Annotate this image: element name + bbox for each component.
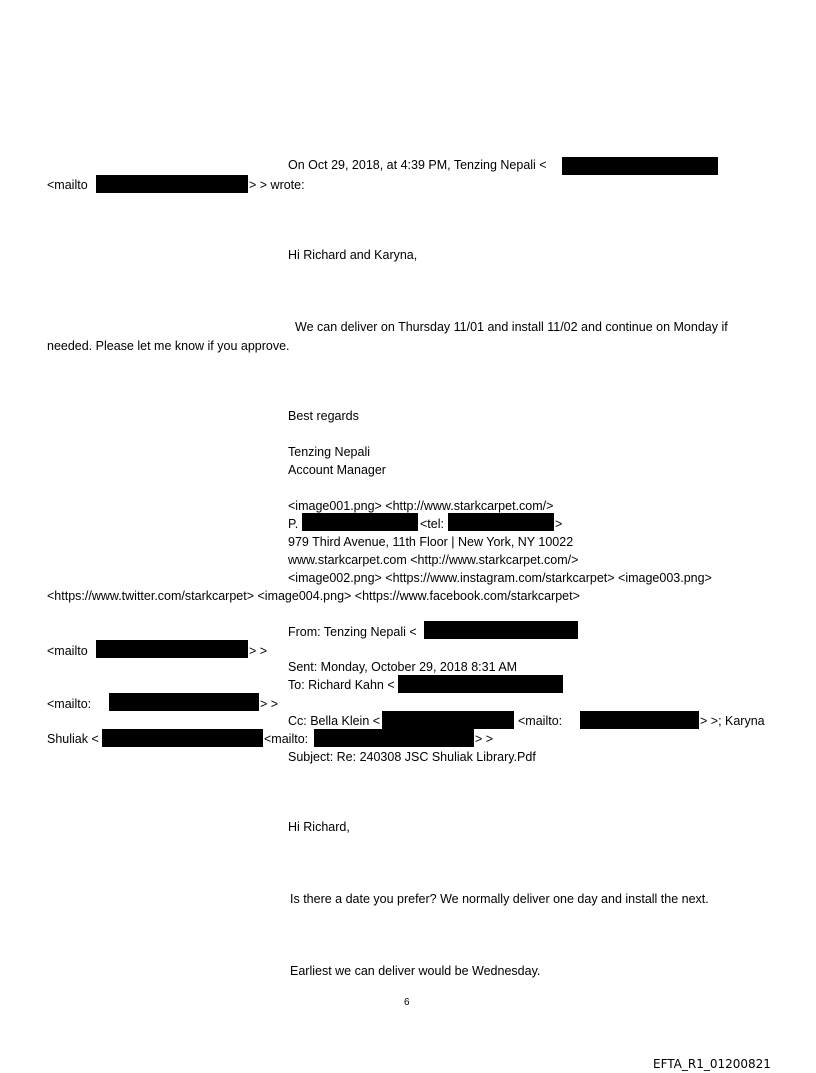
email2-sent: Sent: Monday, October 29, 2018 8:31 AM [288,660,518,674]
email2-greeting: Hi Richard, [288,820,350,834]
email1-greeting: Hi Richard and Karyna, [288,248,418,262]
email2-cc2-end: > > [475,732,494,746]
email2-from-mailto: <mailto [47,644,88,658]
email2-cc2-start: Shuliak < [47,732,99,746]
signature-phone-prefix: P. [288,517,299,531]
redaction-bar [96,175,248,193]
email2-subject: Subject: Re: 240308 JSC Shuliak Library.Pdf [288,750,536,764]
page-number: 6 [404,997,410,1008]
email1-body-line2: needed. Please let me know if you approve. [47,339,290,353]
email2-cc-end: > >; Karyna [700,714,765,728]
email1-header: On Oct 29, 2018, at 4:39 PM, Tenzing Nepali < [288,158,547,172]
footer-document-id: EFTA_R1_01200821 [653,1057,771,1071]
redaction-bar [562,157,718,175]
redaction-bar [382,711,514,729]
signature-address: 979 Third Avenue, 11th Floor | New York, NY 10022 [288,535,574,549]
email1-closing: Best regards [288,409,359,423]
redaction-bar [102,729,263,747]
signature-website: www.starkcarpet.com <http://www.starkcarpet.com/> [288,553,579,567]
redaction-bar [96,640,248,658]
redaction-bar [580,711,699,729]
signature-logo-line: <image001.png> <http://www.starkcarpet.com/> [288,499,554,513]
redaction-bar [398,675,563,693]
email2-cc-mailto: <mailto: [518,714,563,728]
email2-cc2-mailto: <mailto: [264,732,309,746]
email1-header-mailto: <mailto [47,178,88,192]
email2-body2: Earliest we can deliver would be Wednesday. [290,964,541,978]
signature-tel-end: > [555,517,563,531]
signature-social-line2: <https://www.twitter.com/starkcarpet> <image004.png> <https://www.facebook.com/starkcarpet> [47,589,580,603]
redaction-bar [448,513,554,531]
email2-body1: Is there a date you prefer? We normally deliver one day and install the next. [290,892,709,906]
email2-to-end: > > [260,697,279,711]
signature-title: Account Manager [288,463,386,477]
redaction-bar [424,621,578,639]
signature-name: Tenzing Nepali [288,445,370,459]
redaction-bar [109,693,259,711]
email2-to: To: Richard Kahn < [288,678,395,692]
signature-tel-label: <tel: [420,517,444,531]
email2-to-mailto: <mailto: [47,697,92,711]
email2-from: From: Tenzing Nepali < [288,625,417,639]
redaction-bar [314,729,474,747]
signature-social-line1: <image002.png> <https://www.instagram.com/starkcarpet> <image003.png> [288,571,712,585]
redaction-bar [302,513,418,531]
email2-from-end: > > [249,644,268,658]
email2-cc: Cc: Bella Klein < [288,714,381,728]
email1-body-line1: We can deliver on Thursday 11/01 and install 11/02 and continue on Monday if [295,320,728,334]
email1-header-end: > > wrote: [249,178,305,192]
